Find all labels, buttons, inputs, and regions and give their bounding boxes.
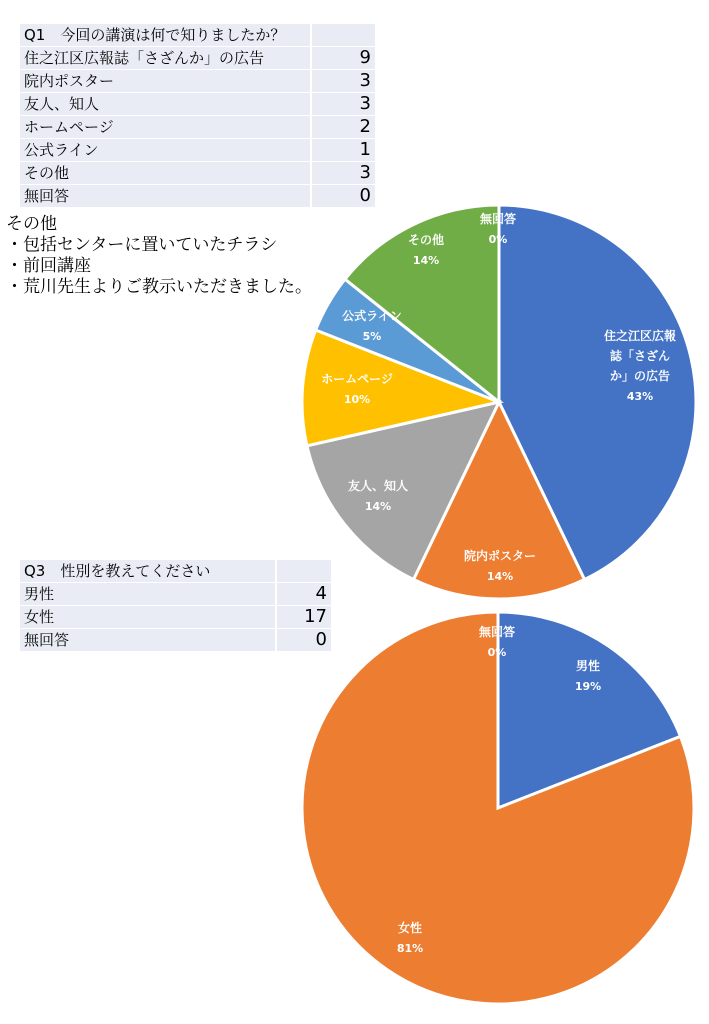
row-count: 3 <box>311 162 376 185</box>
row-label: その他 <box>20 162 311 185</box>
row-label: 友人、知人 <box>20 93 311 116</box>
pie-data-label: 院内ポスター 14% <box>463 549 537 583</box>
row-label: 男性 <box>20 583 276 606</box>
row-label: 院内ポスター <box>20 70 311 93</box>
row-count: 9 <box>311 47 376 70</box>
other-item: ・荒川先生よりご教示いただきました。 <box>6 277 312 297</box>
row-label: 公式ライン <box>20 139 311 162</box>
row-label: 住之江区広報誌「さざんか」の広告 <box>20 47 311 70</box>
other-item: ・前回講座 <box>6 256 91 276</box>
pie-data-label: 無回答 0% <box>479 212 517 246</box>
pie-data-label: 女性 81% <box>396 921 424 955</box>
q1-title: Q1 今回の講演は何で知りましたか？ <box>20 24 311 47</box>
pie-data-label: 男性 19% <box>574 659 602 693</box>
other-heading: その他 <box>6 214 57 234</box>
row-count: 4 <box>276 583 332 606</box>
row-label: ホームページ <box>20 116 311 139</box>
pie-data-label: 友人、知人 14% <box>347 479 409 513</box>
row-count: 0 <box>276 629 332 652</box>
row-count: 0 <box>311 185 376 208</box>
pie-data-label: 住之江区広報誌「さざんか」の広告 43% <box>603 329 677 403</box>
row-label: 無回答 <box>20 185 311 208</box>
row-count: 2 <box>311 116 376 139</box>
pie-data-label: 無回答 0% <box>478 625 516 659</box>
q3-title: Q3 性別を教えてください <box>20 560 276 583</box>
row-count: 3 <box>311 70 376 93</box>
row-count: 17 <box>276 606 332 629</box>
pie-data-label: ホームページ 10% <box>321 372 393 406</box>
row-label: 女性 <box>20 606 276 629</box>
row-count: 1 <box>311 139 376 162</box>
pie-data-label: その他 14% <box>407 233 445 267</box>
row-label: 無回答 <box>20 629 276 652</box>
pie-data-label: 公式ライン 5% <box>342 309 402 343</box>
other-item: ・包括センターに置いていたチラシ <box>6 235 278 255</box>
row-count: 3 <box>311 93 376 116</box>
